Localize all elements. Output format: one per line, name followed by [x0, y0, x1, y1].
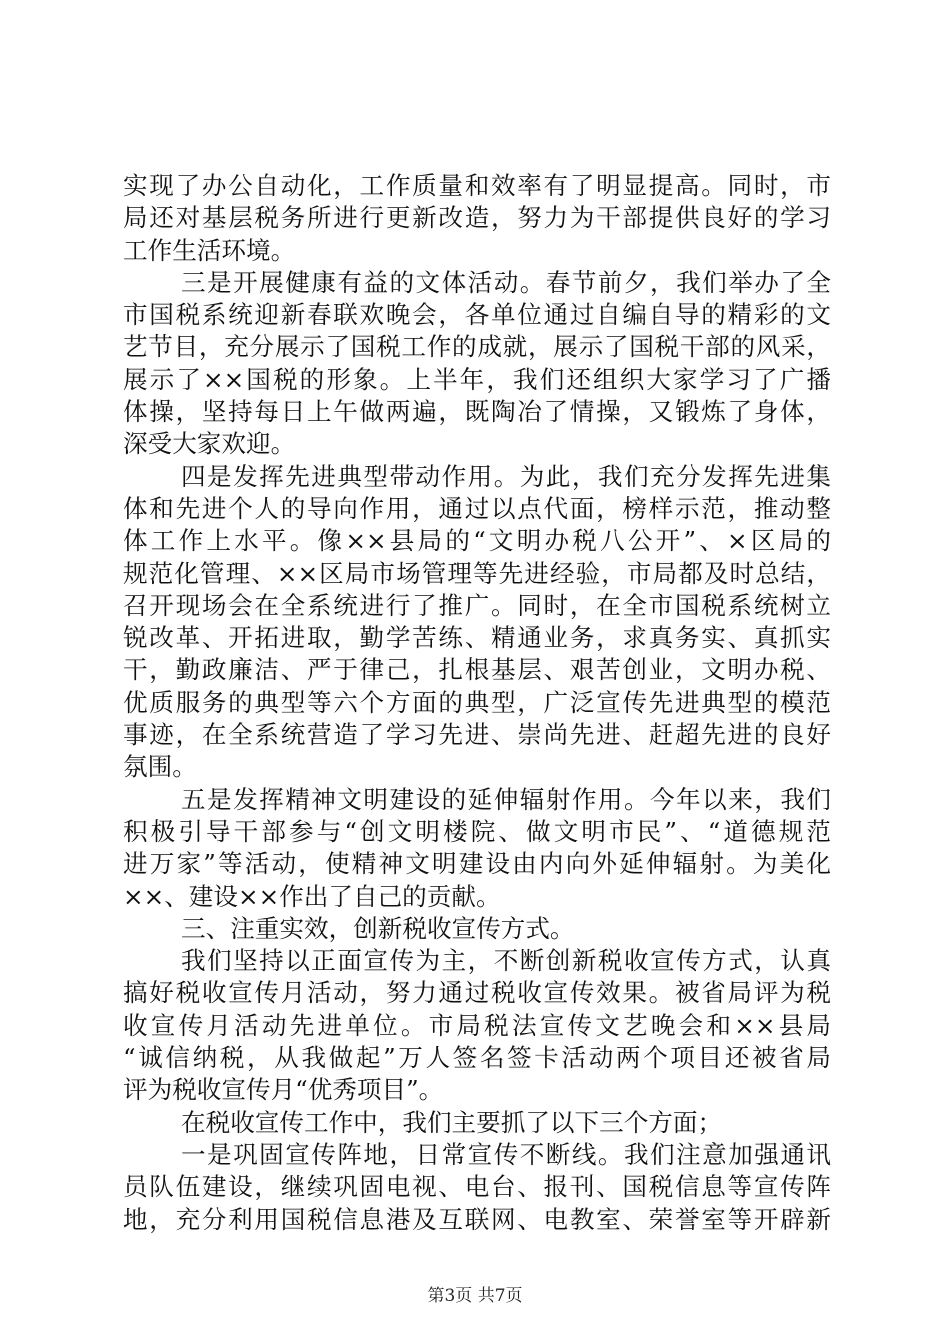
- text-line: 优质服务的典型等六个方面的典型，广泛宣传先进典型的模范: [123, 687, 831, 717]
- text-line: 体操，坚持每日上午做两遍，既陶冶了情操，又锻炼了身体，: [123, 397, 831, 427]
- text-line: 体工作上水平。像××县局的“文明办税八公开”、×区局的: [123, 526, 831, 556]
- text-line: 工作生活环境。: [123, 235, 296, 265]
- text-line: 氛围。: [123, 752, 197, 782]
- text-line: 员队伍建设，继续巩固电视、电台、报刊、国税信息等宣传阵: [123, 1172, 831, 1202]
- section-heading: 三、注重实效，创新税收宣传方式。: [181, 913, 575, 943]
- text-line: 深受大家欢迎。: [123, 429, 296, 459]
- paragraph-start-line: 三是开展健康有益的文体活动。春节前夕，我们举办了全: [181, 267, 831, 297]
- text-line: 搞好税收宣传月活动，努力通过税收宣传效果。被省局评为税: [123, 978, 831, 1008]
- text-line: 体和先进个人的导向作用，通过以点代面，榜样示范，推动整: [123, 493, 831, 523]
- text-line: 市国税系统迎新春联欢晚会，各单位通过自编自导的精彩的文: [123, 300, 831, 330]
- text-line: 评为税收宣传月“优秀项目”。: [123, 1075, 444, 1105]
- text-line: 进万家”等活动，使精神文明建设由内向外延伸辐射。为美化: [123, 849, 831, 879]
- text-line: 实现了办公自动化，工作质量和效率有了明显提高。同时，市: [123, 171, 831, 200]
- text-line: 收宣传月活动先进单位。市局税法宣传文艺晚会和××县局: [123, 1010, 831, 1040]
- text-line: 地，充分利用国税信息港及互联网、电教室、荣誉室等开辟新: [123, 1204, 831, 1234]
- text-line: 局还对基层税务所进行更新改造，努力为干部提供良好的学习: [123, 203, 831, 233]
- text-line: 召开现场会在全系统进行了推广。同时，在全市国税系统树立: [123, 590, 831, 620]
- text-line: “诚信纳税，从我做起”万人签名签卡活动两个项目还被省局: [123, 1043, 831, 1073]
- text-line: 事迹，在全系统营造了学习先进、崇尚先进、赶超先进的良好: [123, 720, 831, 750]
- text-line: 积极引导干部参与“创文明楼院、做文明市民”、“道德规范: [123, 816, 831, 846]
- paragraph-start-line: 五是发挥精神文明建设的延伸辐射作用。今年以来，我们: [181, 784, 831, 814]
- document-body: [123, 170, 831, 1236]
- paragraph-start-line: 在税收宣传工作中，我们主要抓了以下三个方面；: [181, 1107, 723, 1137]
- text-line: 展示了××国税的形象。上半年，我们还组织大家学习了广播: [123, 364, 831, 394]
- paragraph-start-line: 一是巩固宣传阵地，日常宣传不断线。我们注意加强通讯: [181, 1139, 831, 1169]
- text-line: 干，勤政廉洁、严于律己，扎根基层、艰苦创业，文明办税、: [123, 655, 831, 685]
- page-number-footer: 第3页 共7页: [427, 1286, 523, 1306]
- paragraph-start-line: 四是发挥先进典型带动作用。为此，我们充分发挥先进集: [181, 461, 831, 491]
- text-line: 锐改革、开拓进取，勤学苦练、精通业务，求真务实、真抓实: [123, 623, 831, 653]
- text-line: 艺节目，充分展示了国税工作的成就，展示了国税干部的风采，: [123, 332, 831, 362]
- text-line: ××、建设××作出了自己的贡献。: [123, 881, 501, 911]
- text-line: 规范化管理、××区局市场管理等先进经验，市局都及时总结，: [123, 558, 831, 588]
- paragraph-start-line: 我们坚持以正面宣传为主，不断创新税收宣传方式，认真: [181, 946, 831, 976]
